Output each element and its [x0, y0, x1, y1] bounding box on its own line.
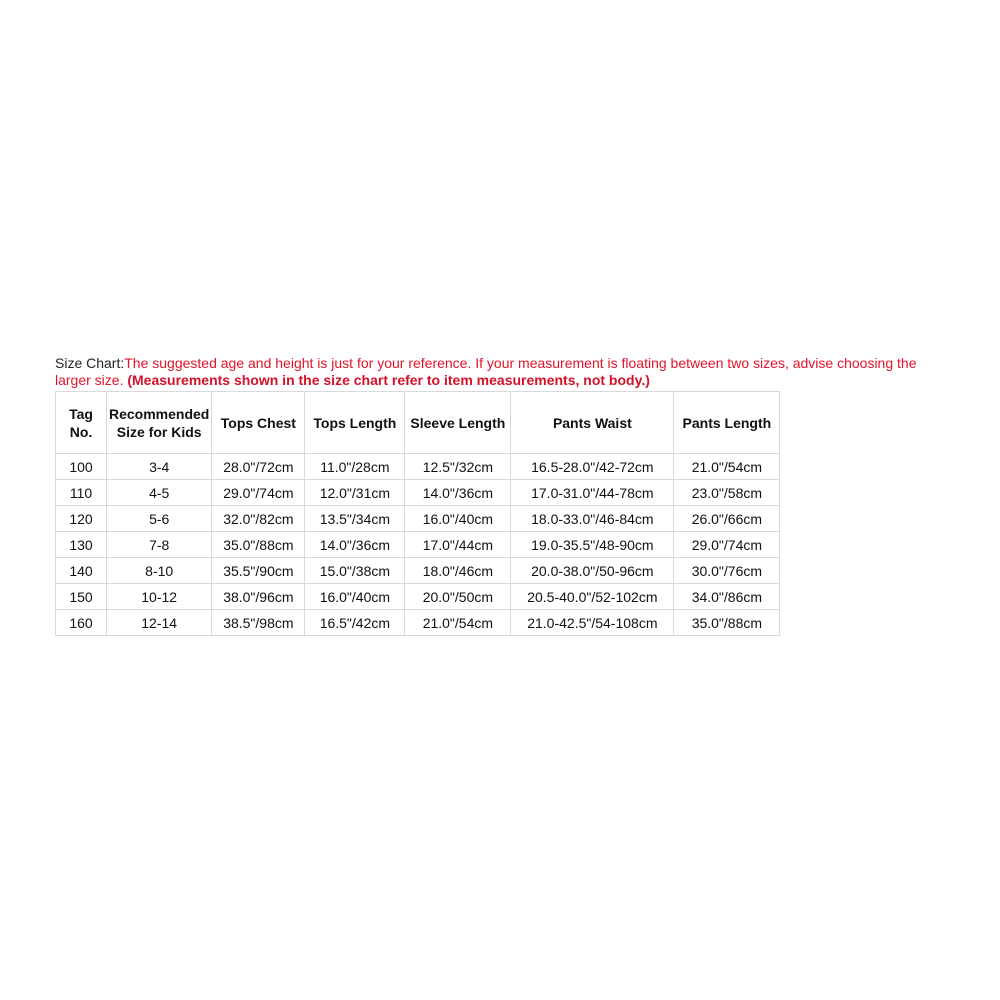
cell-pants-length: 23.0"/58cm: [674, 480, 780, 506]
cell-tag-no: 100: [56, 454, 107, 480]
cell-tops-length: 12.0"/31cm: [305, 480, 405, 506]
cell-recommended-size: 10-12: [107, 584, 212, 610]
size-chart-intro: [55, 355, 945, 389]
table-row: [56, 610, 780, 636]
cell-pants-waist: 17.0-31.0"/44-78cm: [511, 480, 674, 506]
header-sleeve-length: Sleeve Length: [405, 392, 511, 454]
cell-tops-chest: 29.0"/74cm: [212, 480, 305, 506]
table-header-row: [56, 392, 780, 454]
header-pants-length: Pants Length: [674, 392, 780, 454]
cell-sleeve-length: 21.0"/54cm: [405, 610, 511, 636]
cell-tops-chest: 38.5"/98cm: [212, 610, 305, 636]
cell-pants-length: 29.0"/74cm: [674, 532, 780, 558]
cell-pants-waist: 20.5-40.0"/52-102cm: [511, 584, 674, 610]
cell-tops-chest: 28.0"/72cm: [212, 454, 305, 480]
cell-sleeve-length: 17.0"/44cm: [405, 532, 511, 558]
cell-tag-no: 130: [56, 532, 107, 558]
cell-pants-length: 21.0"/54cm: [674, 454, 780, 480]
cell-recommended-size: 8-10: [107, 558, 212, 584]
cell-sleeve-length: 16.0"/40cm: [405, 506, 511, 532]
cell-pants-length: 30.0"/76cm: [674, 558, 780, 584]
table-row: [56, 584, 780, 610]
cell-pants-waist: 18.0-33.0"/46-84cm: [511, 506, 674, 532]
cell-pants-waist: 16.5-28.0"/42-72cm: [511, 454, 674, 480]
cell-tops-chest: 35.0"/88cm: [212, 532, 305, 558]
header-tops-length: Tops Length: [305, 392, 405, 454]
table-row: [56, 532, 780, 558]
cell-tops-chest: 38.0"/96cm: [212, 584, 305, 610]
header-pants-waist: Pants Waist: [511, 392, 674, 454]
header-tag-no: Tag No.: [56, 392, 107, 454]
cell-pants-waist: 19.0-35.5"/48-90cm: [511, 532, 674, 558]
header-tops-chest: Tops Chest: [212, 392, 305, 454]
cell-sleeve-length: 18.0"/46cm: [405, 558, 511, 584]
cell-tag-no: 140: [56, 558, 107, 584]
table-row: [56, 558, 780, 584]
cell-pants-length: 35.0"/88cm: [674, 610, 780, 636]
cell-tops-length: 14.0"/36cm: [305, 532, 405, 558]
cell-pants-waist: 21.0-42.5"/54-108cm: [511, 610, 674, 636]
table-row: [56, 480, 780, 506]
cell-pants-waist: 20.0-38.0"/50-96cm: [511, 558, 674, 584]
cell-tops-length: 16.5"/42cm: [305, 610, 405, 636]
cell-pants-length: 26.0"/66cm: [674, 506, 780, 532]
cell-recommended-size: 12-14: [107, 610, 212, 636]
cell-tops-length: 11.0"/28cm: [305, 454, 405, 480]
cell-tops-length: 15.0"/38cm: [305, 558, 405, 584]
size-chart: [55, 355, 945, 636]
cell-tag-no: 120: [56, 506, 107, 532]
cell-pants-length: 34.0"/86cm: [674, 584, 780, 610]
cell-tag-no: 110: [56, 480, 107, 506]
cell-recommended-size: 3-4: [107, 454, 212, 480]
cell-tag-no: 160: [56, 610, 107, 636]
table-row: [56, 506, 780, 532]
cell-tops-chest: 32.0"/82cm: [212, 506, 305, 532]
intro-lead: Size Chart:: [55, 355, 125, 371]
size-table: [55, 391, 780, 636]
intro-note: The suggested age and height is just for your reference. If your measurement is floating between two sizes, advise choosing the larger size.: [55, 355, 917, 388]
cell-recommended-size: 5-6: [107, 506, 212, 532]
cell-sleeve-length: 14.0"/36cm: [405, 480, 511, 506]
cell-tag-no: 150: [56, 584, 107, 610]
cell-sleeve-length: 20.0"/50cm: [405, 584, 511, 610]
cell-sleeve-length: 12.5"/32cm: [405, 454, 511, 480]
table-row: [56, 454, 780, 480]
cell-tops-length: 16.0"/40cm: [305, 584, 405, 610]
cell-recommended-size: 4-5: [107, 480, 212, 506]
cell-tops-length: 13.5"/34cm: [305, 506, 405, 532]
intro-emphasis: (Measurements shown in the size chart refer to item measurements, not body.): [127, 372, 650, 388]
cell-tops-chest: 35.5"/90cm: [212, 558, 305, 584]
header-recommended-size: Recommended Size for Kids: [107, 392, 212, 454]
cell-recommended-size: 7-8: [107, 532, 212, 558]
